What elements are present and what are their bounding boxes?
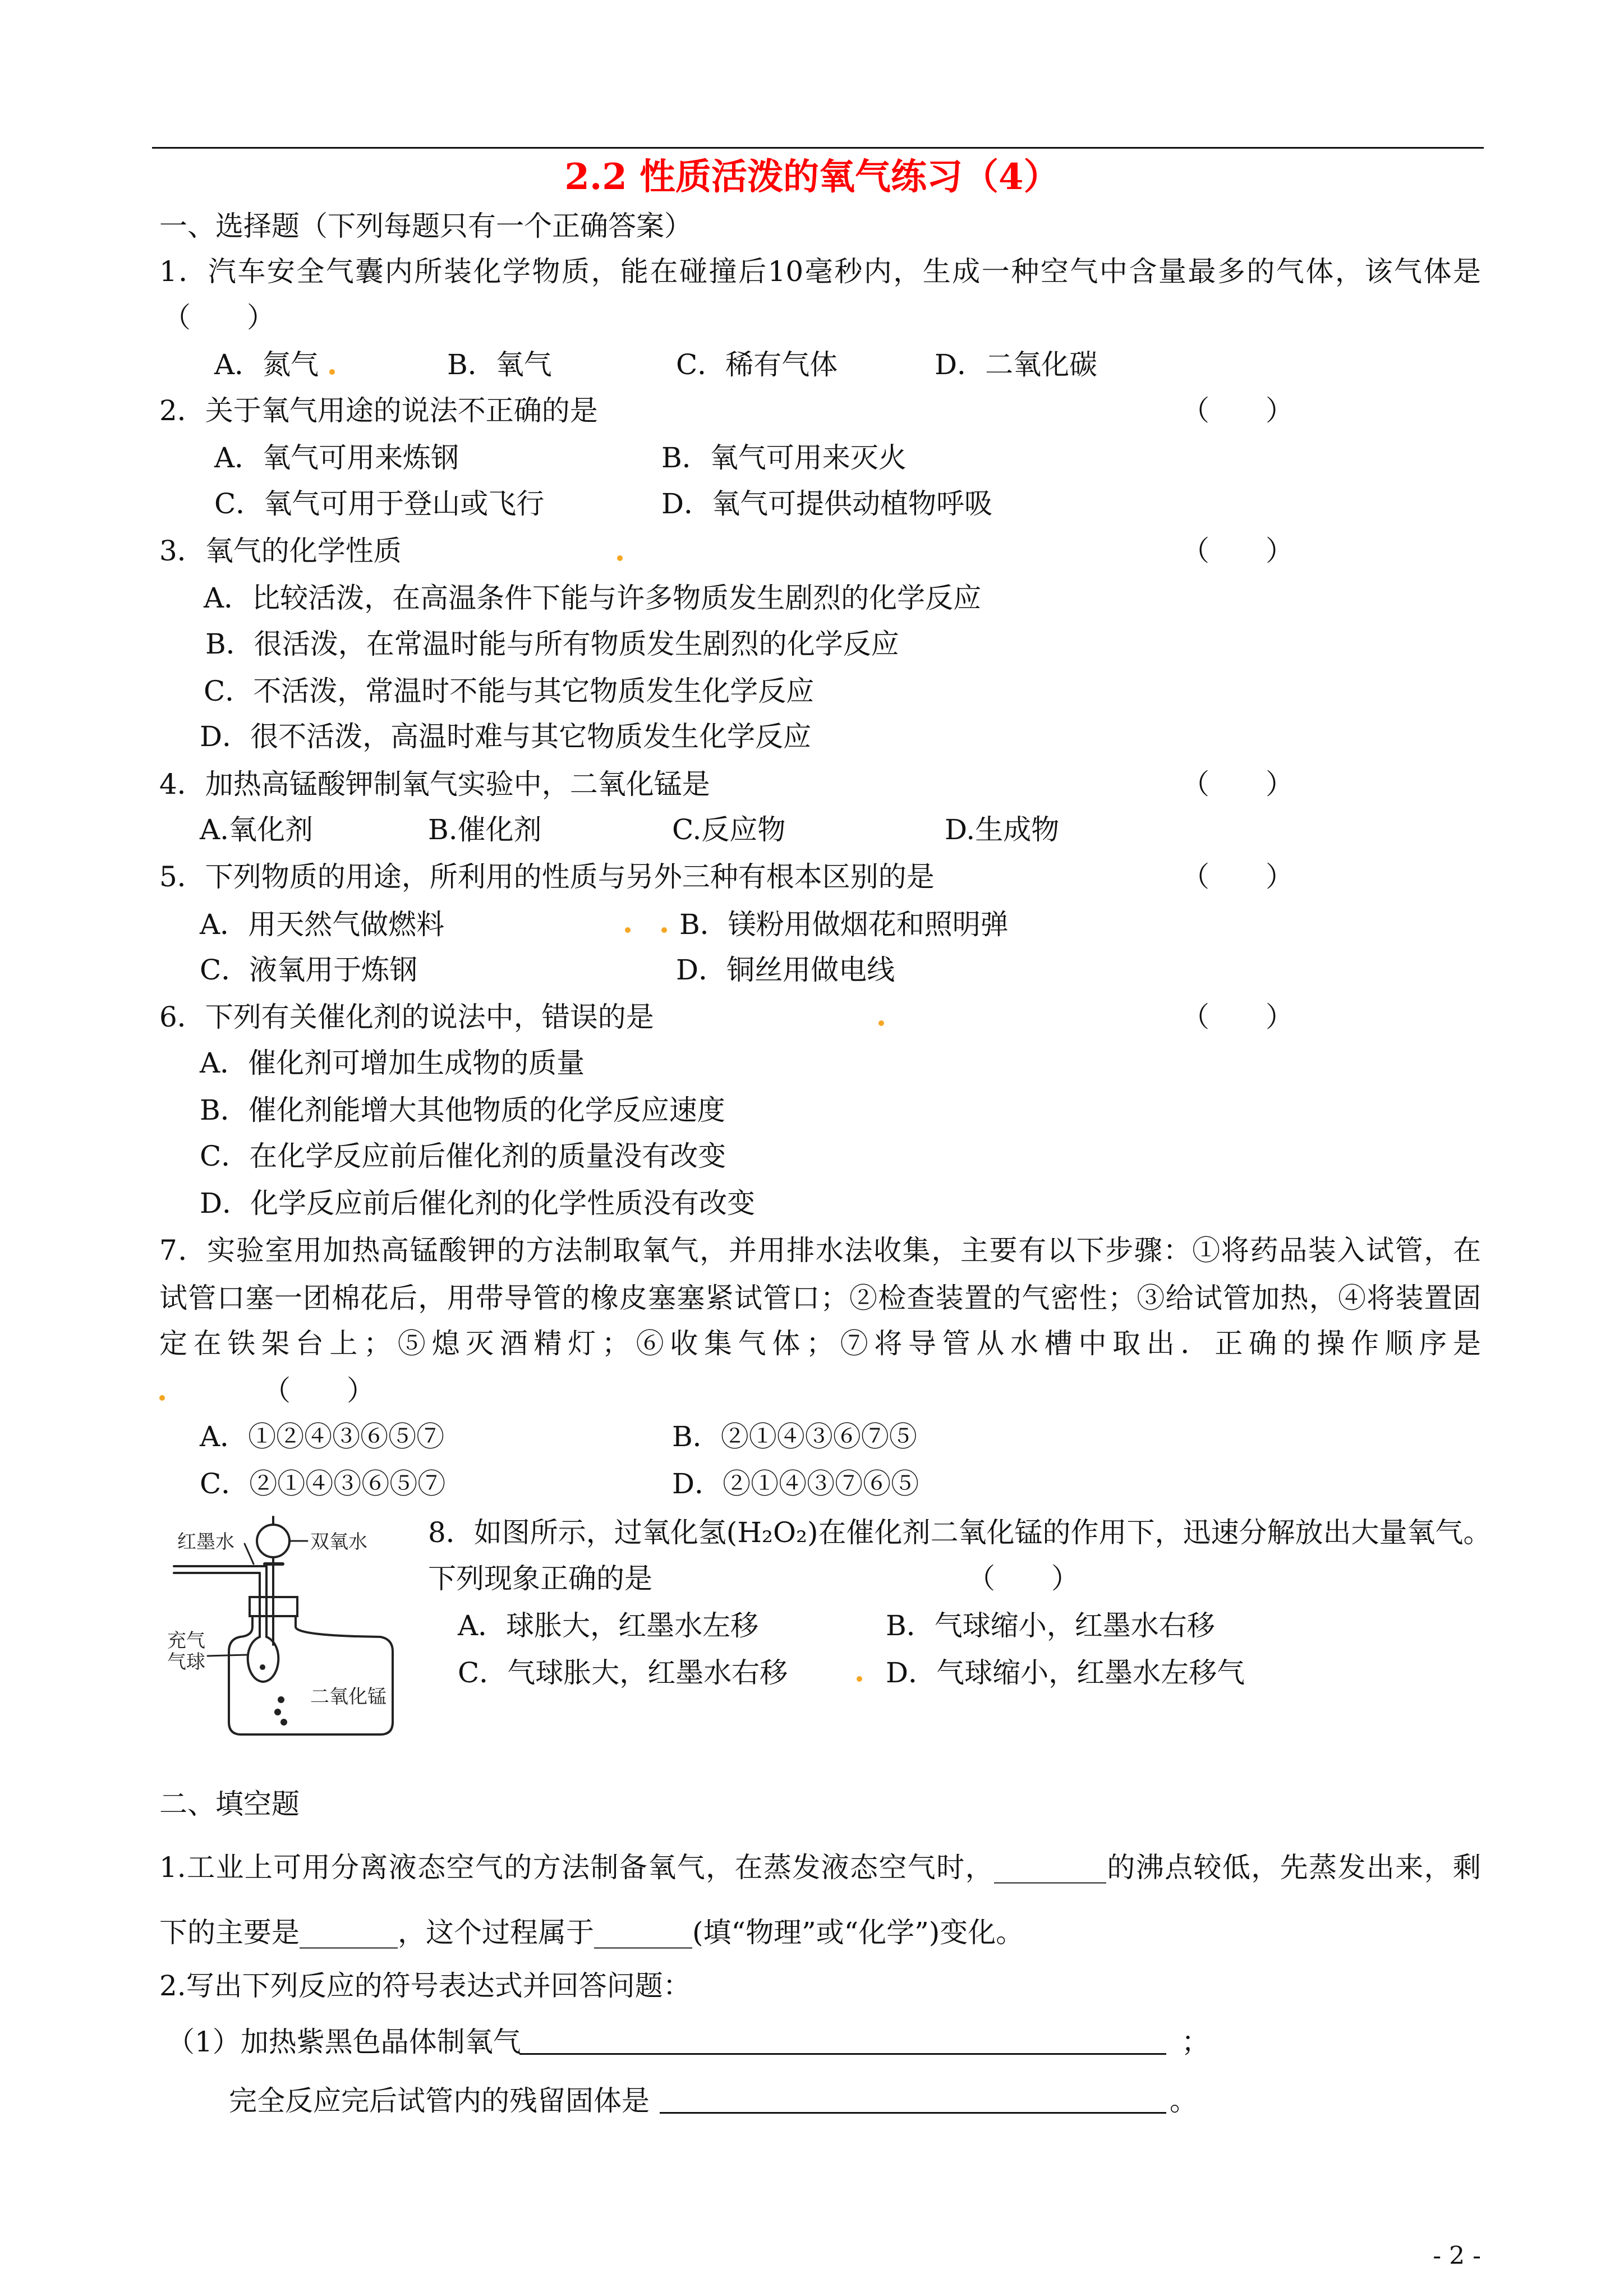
answer-bracket: （ ）	[1181, 394, 1294, 427]
answer-bracket: （ ）	[1181, 861, 1294, 893]
orange-mark-dot	[661, 927, 667, 933]
fill-question-2-sub-1-followup: 完全反应完后试管内的残留固体是	[229, 2085, 650, 2117]
page-number: - 2 -	[1433, 2242, 1481, 2270]
fill-question-1-line-1: 1.工业上可用分离液态空气的方法制备氧气，在蒸发液态空气时，________的沸点较低，先蒸发出来，剩	[159, 1851, 1481, 1884]
question-3-option-b: B．很活泼，在常温时能与所有物质发生剧烈的化学反应	[205, 628, 899, 660]
fill-question-2-sub-1-followup-end: 。	[1170, 2085, 1198, 2117]
section-heading-choice: 一、选择题（下列每题只有一个正确答案）	[159, 210, 692, 242]
orange-mark-dot	[159, 1395, 165, 1401]
question-2-option-a: A．氧气可用来炼钢	[214, 441, 459, 474]
question-7-stem-line-3: 定在铁架台上；⑤熄灭酒精灯；⑥收集气体；⑦将导管从水槽中取出．正确的操作顺序是	[159, 1327, 1481, 1360]
question-2-option-b: B．氧气可用来灭火	[661, 441, 907, 474]
question-5-option-c: C．液氧用于炼钢	[200, 954, 418, 986]
answer-bracket: （ ）	[1181, 768, 1294, 800]
question-1-option-c: C．稀有气体	[676, 348, 838, 381]
question-2-option-d: D．氧气可提供动植物呼吸	[661, 487, 993, 520]
question-1-option-b: B．氧气	[447, 348, 552, 381]
answer-bracket: （ ）	[1181, 1001, 1294, 1033]
orange-mark-dot	[617, 555, 623, 561]
fill-question-2-sub-1: （1）加热紫黑色晶体制氧气	[167, 2026, 521, 2058]
question-4-option-a: A.氧化剂	[200, 813, 314, 846]
question-8-stem-line-2: 下列现象正确的是	[428, 1562, 652, 1595]
question-1-option-a: A．氮气	[214, 348, 319, 381]
question-7-option-d: D．②①④③⑦⑥⑤	[672, 1467, 919, 1500]
question-2-stem: 2．关于氧气用途的说法不正确的是	[159, 394, 598, 427]
answer-blank	[660, 2112, 1166, 2114]
question-3-option-a: A．比较活泼，在高温条件下能与许多物质发生剧烈的化学反应	[204, 582, 982, 614]
question-4-option-d: D.生成物	[945, 813, 1060, 846]
question-8-option-b: B．气球缩小，红墨水右移	[886, 1609, 1215, 1642]
answer-bracket: （ ）	[967, 1562, 1079, 1595]
fill-question-2-intro: 2.写出下列反应的符号表达式并回答问题：	[159, 1970, 691, 2002]
question-1-stem: 1．汽车安全气囊内所装化学物质，能在碰撞后10毫秒内，生成一种空气中含量最多的气体，该气体是	[159, 255, 1481, 288]
question-7-stem-line-2: 试管口塞一团棉花后，用带导管的橡皮塞塞紧试管口；②检查装置的气密性；③给试管加热，④将装置固	[159, 1282, 1481, 1314]
question-8-stem-line-1: 8．如图所示，过氧化氢(H₂O₂)在催化剂二氧化锰的作用下，迅速分解放出大量氧气。	[428, 1516, 1492, 1549]
answer-blank	[519, 2053, 1166, 2055]
answer-bracket: （ ）	[163, 301, 275, 334]
orange-mark-dot	[625, 927, 631, 933]
question-5-option-a: A．用天然气做燃料	[200, 908, 445, 941]
question-8-option-d: D．气球缩小，红墨水左移气	[886, 1657, 1245, 1689]
question-7-option-b: B．②①④③⑥⑦⑤	[672, 1420, 917, 1453]
question-8-option-c: C．气球胀大，红墨水右移	[458, 1657, 788, 1689]
question-8-option-a: A．球胀大，红墨水左移	[458, 1609, 759, 1642]
question-6-option-b: B．催化剂能增大其他物质的化学反应速度	[200, 1094, 725, 1126]
orange-mark-dot	[878, 1020, 884, 1026]
question-5-option-d: D．铜丝用做电线	[676, 954, 895, 986]
fill-question-2-sub-1-end: ；	[1181, 2026, 1209, 2058]
question-6-option-d: D．化学反应前后催化剂的化学性质没有改变	[200, 1187, 756, 1220]
manganese-dioxide-particles	[274, 1696, 287, 1726]
figure-label-balloon-line-2: 气球	[167, 1651, 205, 1673]
apparatus-figure	[163, 1515, 426, 1739]
answer-bracket: （ ）	[1181, 535, 1294, 567]
orange-mark-dot	[329, 369, 335, 375]
figure-label-red-ink: 红墨水	[177, 1531, 234, 1553]
figure-label-balloon-line-1: 充气	[167, 1630, 205, 1652]
question-4-stem: 4．加热高锰酸钾制氧气实验中，二氧化锰是	[159, 768, 710, 800]
question-3-stem: 3．氧气的化学性质	[159, 535, 402, 567]
question-6-option-c: C．在化学反应前后催化剂的质量没有改变	[200, 1140, 726, 1172]
question-6-option-a: A．催化剂可增加生成物的质量	[200, 1047, 585, 1079]
question-5-option-b: B．镁粉用做烟花和照明弹	[679, 908, 1009, 941]
section-heading-fill-in: 二、填空题	[159, 1788, 300, 1820]
reaction-apparatus-diagram	[163, 1515, 426, 1739]
figure-label-hydrogen-peroxide: 双氧水	[310, 1531, 367, 1553]
question-5-stem: 5．下列物质的用途，所利用的性质与另外三种有根本区别的是	[159, 861, 935, 893]
worksheet-title: 2.2 性质活泼的氧气练习（4）	[564, 156, 1060, 198]
fill-question-1-line-2: 下的主要是_______，这个过程属于_______(填“物理”或“化学”)变化。	[159, 1916, 1024, 1949]
question-3-option-d: D．很不活泼，高温时难与其它物质发生化学反应	[200, 720, 812, 753]
orange-mark-dot	[857, 1676, 862, 1682]
question-7-option-a: A．①②④③⑥⑤⑦	[200, 1420, 445, 1453]
question-3-option-c: C．不活泼，常温时不能与其它物质发生化学反应	[204, 675, 815, 707]
question-4-option-c: C.反应物	[672, 813, 786, 846]
figure-label-manganese-dioxide: 二氧化锰	[310, 1686, 387, 1708]
answer-bracket: （ ）	[263, 1374, 375, 1407]
question-1-option-d: D．二氧化碳	[935, 348, 1098, 381]
question-6-stem: 6．下列有关催化剂的说法中，错误的是	[159, 1001, 654, 1033]
question-4-option-b: B.催化剂	[428, 813, 542, 846]
header-rule	[152, 147, 1484, 149]
separatory-funnel	[257, 1525, 289, 1557]
question-7-stem-line-1: 7．实验室用加热高锰酸钾的方法制取氧气，并用排水法收集，主要有以下步骤：①将药品装入试管，在	[159, 1234, 1481, 1267]
question-7-option-c: C．②①④③⑥⑤⑦	[200, 1467, 446, 1500]
question-2-option-c: C．氧气可用于登山或飞行	[214, 487, 545, 520]
